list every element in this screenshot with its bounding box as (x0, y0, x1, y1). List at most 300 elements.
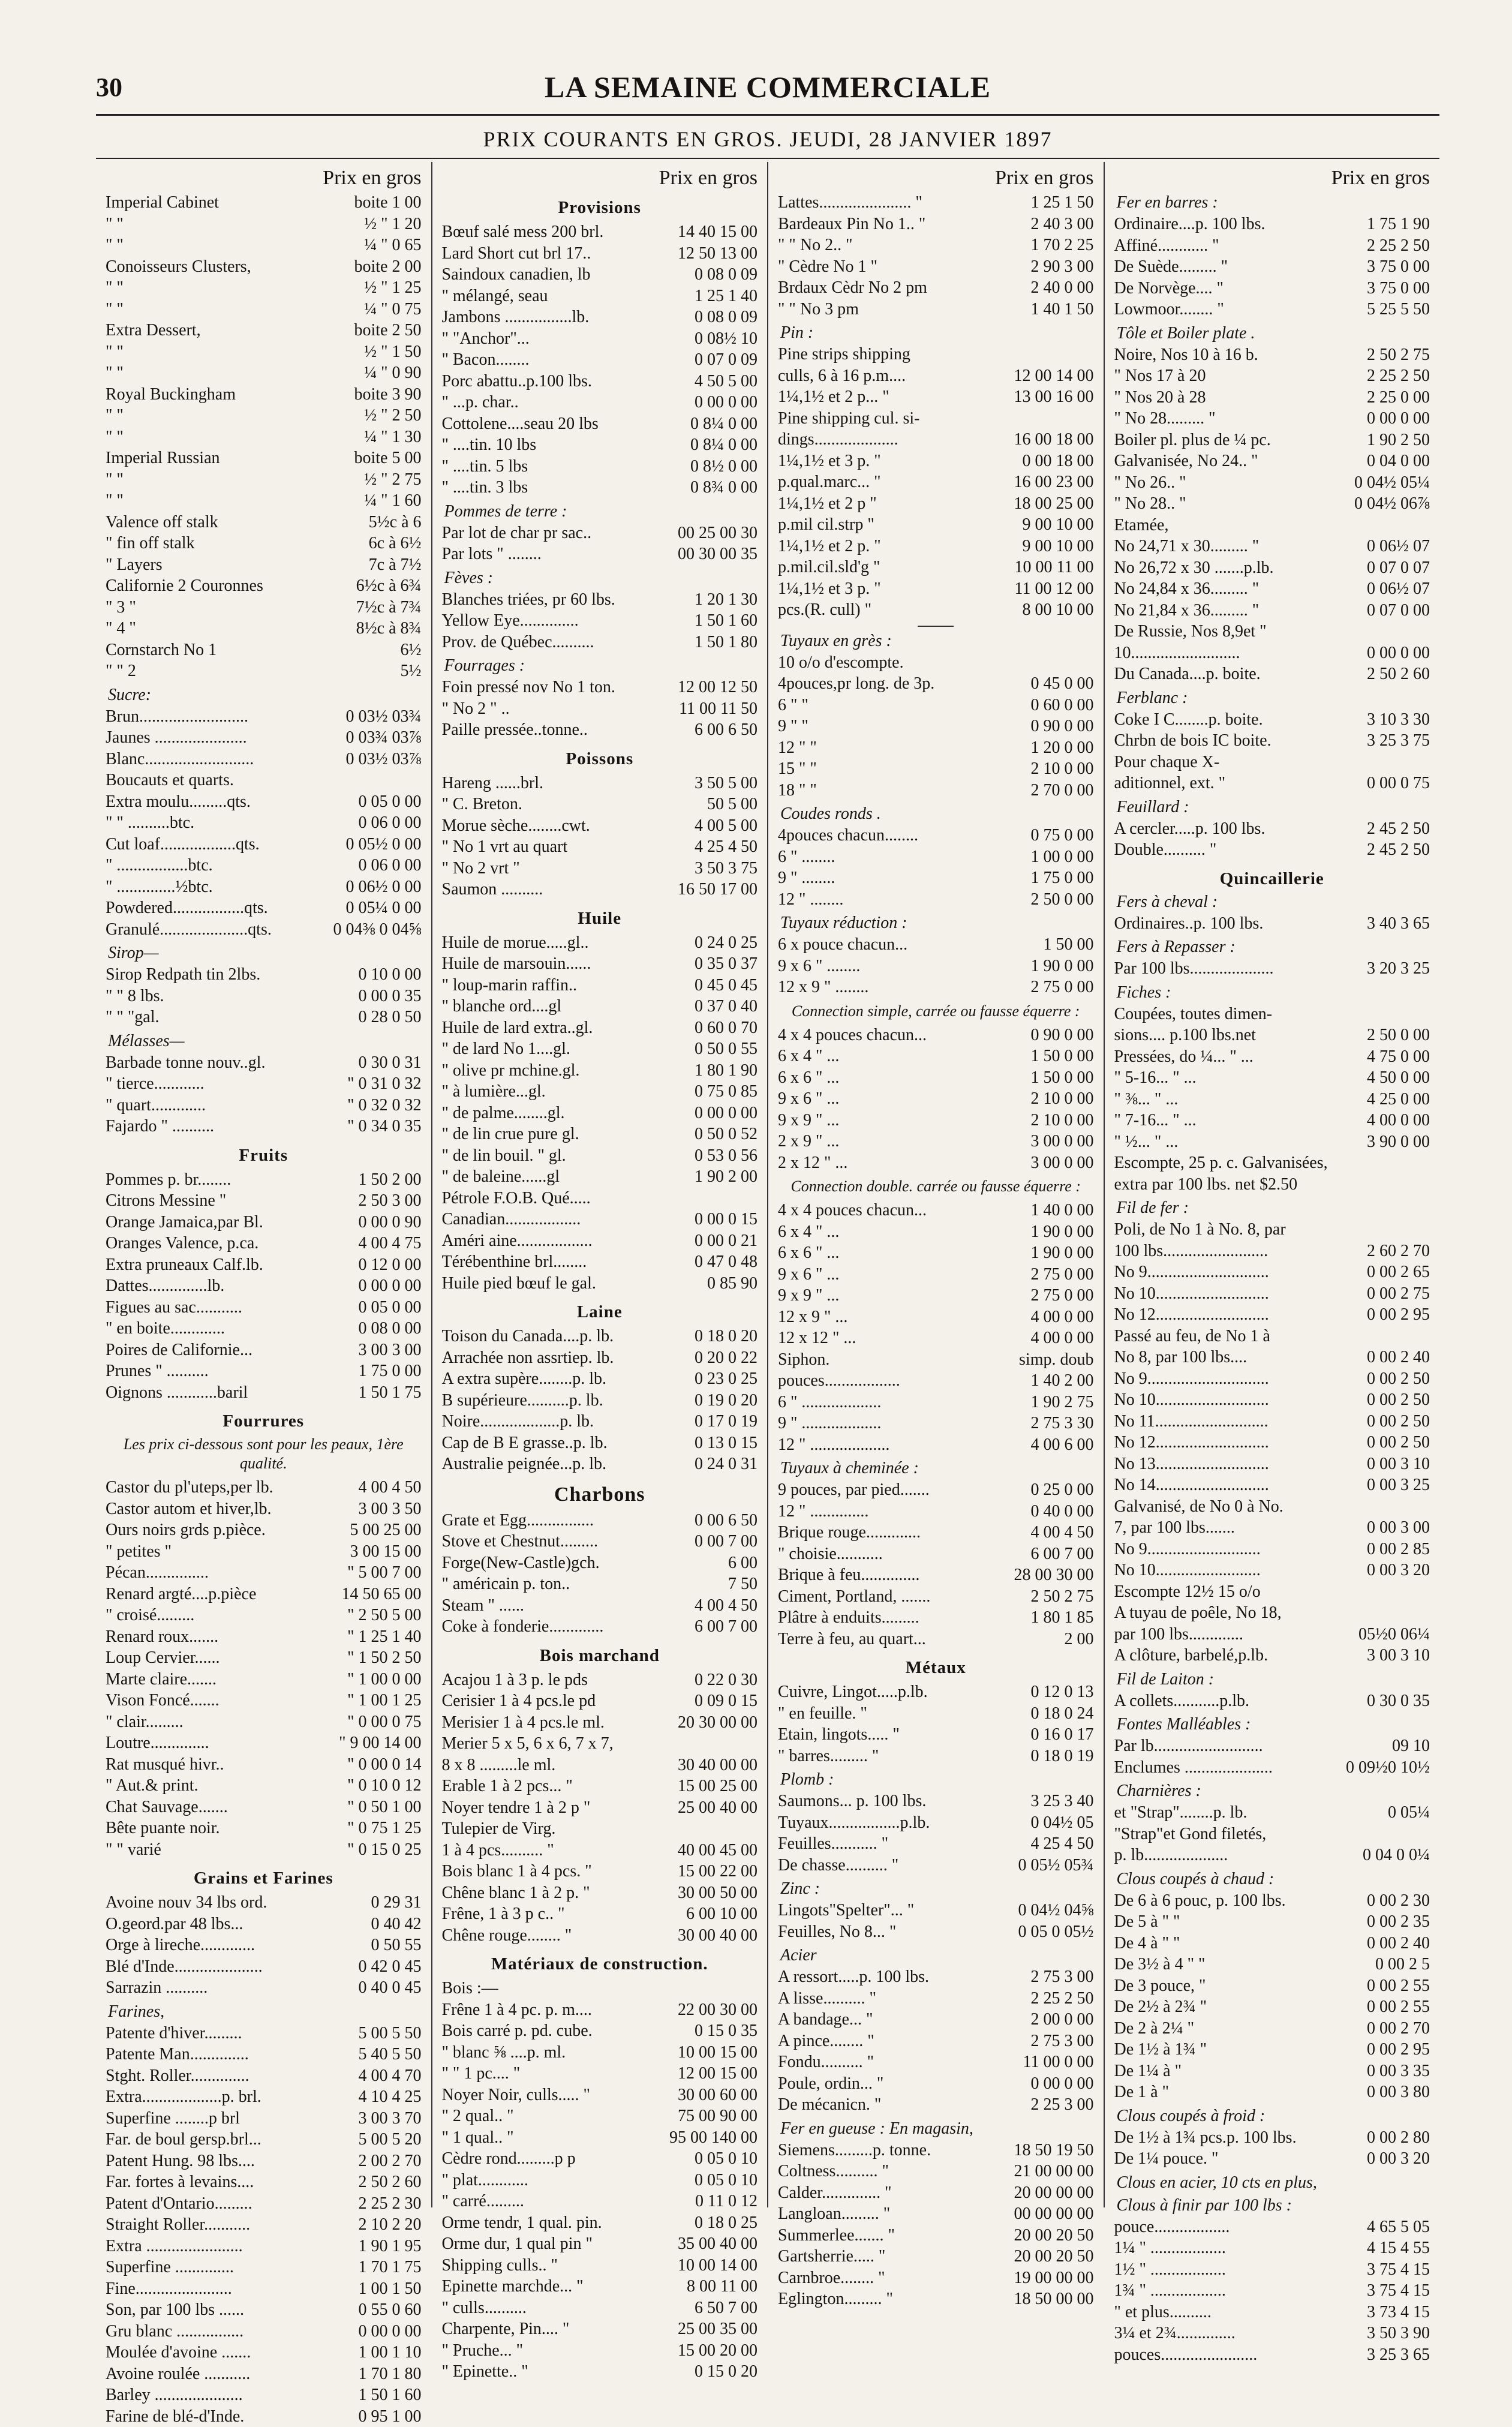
item-name: " barres......... " (778, 1746, 1026, 1767)
subsection-heading: Mélasses— (108, 1032, 422, 1051)
item-name: De Norvège.... " (1114, 278, 1363, 299)
item-name: Arrachée non assrtiep. lb. (442, 1347, 690, 1369)
item-price: 11 00 0 00 (1018, 2051, 1094, 2073)
price-row (442, 1595, 758, 1617)
price-row (1114, 256, 1430, 278)
item-name: A tuyau de poêle, No 18, (1114, 1602, 1426, 1624)
item-price: 0 00 2 55 (1362, 1996, 1430, 2018)
item-price: 0 00 2 50 (1362, 1368, 1430, 1390)
price-row (442, 698, 758, 720)
price-row (442, 1251, 758, 1273)
item-name: " " varié (106, 1839, 342, 1861)
item-price (1425, 1602, 1430, 1624)
price-row (106, 964, 422, 986)
item-price: 6½ (396, 639, 422, 661)
price-row (442, 2297, 758, 2319)
price-row (1114, 839, 1430, 861)
item-price: 0 75 0 85 (690, 1081, 757, 1103)
item-price: 1 75 1 90 (1362, 214, 1430, 235)
item-price: 1 70 1 80 (354, 2363, 422, 2385)
price-row (1114, 642, 1430, 664)
price-row (442, 1755, 758, 1776)
price-row (1114, 1025, 1430, 1046)
item-name: Pour chaque X- (1114, 752, 1426, 773)
item-price: 0 00 2 50 (1362, 1411, 1430, 1432)
item-name: De 4 à " " (1114, 1933, 1363, 1954)
item-price: 0 18 0 19 (1026, 1746, 1094, 1767)
item-name: Coke I C........p. boite. (1114, 709, 1363, 731)
item-price: simp. doub (1014, 1349, 1093, 1371)
item-price: 95 00 140 00 (665, 2127, 757, 2149)
price-row (778, 1306, 1094, 1328)
price-row (442, 2361, 758, 2383)
price-row (1114, 1368, 1430, 1390)
item-price: 0 20 0 22 (690, 1347, 757, 1369)
item-price: 0 00 2 95 (1362, 1304, 1430, 1326)
price-row (1114, 557, 1430, 579)
item-price: 15 00 22 00 (673, 1861, 757, 1882)
price-row (778, 695, 1094, 716)
item-price: 1 90 1 95 (354, 2236, 422, 2257)
price-row (442, 1347, 758, 1369)
item-price: 0 00 0 90 (354, 1212, 422, 1233)
item-name: 1 à 4 pcs.......... " (442, 1840, 674, 1861)
price-row (442, 1273, 758, 1294)
item-name: 7, par 100 lbs....... (1114, 1517, 1363, 1539)
item-price: 00 25 00 30 (673, 522, 757, 544)
item-name: Par 100 lbs.................... (1114, 958, 1363, 980)
item-name: Ciment, Portland, ....... (778, 1586, 1026, 1608)
item-name: 4pouces chacun........ (778, 825, 1026, 846)
item-price: 1 90 0 00 (1026, 1242, 1094, 1264)
price-row (778, 1046, 1094, 1067)
price-row (442, 477, 758, 498)
item-price: ¼ " 0 75 (359, 299, 421, 320)
price-row (106, 533, 422, 554)
price-row (778, 1088, 1094, 1110)
price-row (442, 794, 758, 815)
price-row (442, 1017, 758, 1039)
item-price: 0 30 0 31 (354, 1052, 422, 1074)
item-name: Escompte, 25 p. c. Galvanisées, (1114, 1152, 1426, 1174)
item-price: 0 47 0 48 (690, 1251, 757, 1273)
item-name: Castor autom et hiver,lb. (106, 1498, 354, 1520)
item-name: " Nos 17 à 20 (1114, 365, 1363, 387)
item-name: 2 x 12 " ... (778, 1152, 1026, 1174)
item-name: Boucauts et quarts. (106, 770, 417, 791)
item-name: Powdered.................qts. (106, 897, 341, 919)
item-price: 0 04½ 05¼ (1349, 472, 1430, 494)
price-row (1114, 278, 1430, 299)
price-row (106, 2342, 422, 2363)
item-name: " Pruche... " (442, 2340, 674, 2362)
item-price: 0 00 3 80 (1362, 2081, 1430, 2103)
price-row (106, 447, 422, 469)
price-row (442, 1978, 758, 1999)
item-price: 0 05¼ (1383, 1802, 1430, 1824)
item-name: Epinette marchde... " (442, 2276, 683, 2297)
item-price: 2 25 2 50 (1026, 1988, 1094, 2010)
item-price: 0 04½ 05 (1026, 1812, 1094, 1834)
item-price: ½ " 1 50 (359, 341, 421, 363)
subsection-heading: Feuillard : (1117, 798, 1430, 817)
price-row (106, 1318, 422, 1339)
subsection-heading: Clous coupés à froid : (1117, 2107, 1430, 2126)
price-row (106, 2321, 422, 2342)
item-price: 6 50 7 00 (690, 2297, 757, 2319)
item-price: 0 05 0 05½ (1014, 1921, 1094, 1943)
price-row (442, 589, 758, 611)
item-price: 0 42 0 45 (354, 1956, 422, 1978)
item-name: " en feuille. " (778, 1703, 1026, 1725)
item-name: Ours noirs grds p.pièce. (106, 1519, 345, 1541)
price-row (106, 2171, 422, 2193)
item-price: 0 40 0 00 (1026, 1501, 1094, 1522)
section-heading: Métaux (778, 1658, 1094, 1678)
item-price: 0 12 0 00 (354, 1254, 422, 1276)
item-price: 30 40 00 00 (673, 1755, 757, 1776)
item-price: 2 25 0 00 (1362, 387, 1430, 408)
item-name: Huile de marsouin...... (442, 953, 690, 975)
item-price: 0 00 2 40 (1362, 1347, 1430, 1368)
price-row (1114, 1304, 1430, 1326)
price-row (778, 1285, 1094, 1306)
item-name: No 24,71 x 30......... " (1114, 536, 1363, 557)
item-price: 0 8¼ 0 00 (686, 434, 757, 456)
item-name: " de baleine......gl (442, 1166, 690, 1188)
item-price: 2 50 3 00 (354, 1190, 422, 1212)
item-price: 14 50 65 00 (337, 1584, 422, 1605)
price-row (442, 975, 758, 996)
price-row (778, 277, 1094, 299)
item-price: 1 20 1 30 (690, 589, 757, 611)
item-price: 2 45 2 50 (1362, 839, 1430, 861)
price-row (442, 1818, 758, 1840)
price-row (1114, 2323, 1430, 2344)
subsection-heading: Clous coupés à chaud : (1117, 1870, 1430, 1889)
item-name: 10 o/o d'escompte. (778, 652, 1089, 674)
price-row (778, 1131, 1094, 1152)
price-row (778, 256, 1094, 278)
price-row (778, 977, 1094, 998)
price-row (442, 1733, 758, 1755)
price-row (442, 677, 758, 698)
item-name: No 8, par 100 lbs.... (1114, 1347, 1363, 1368)
item-price: 4 25 4 50 (1026, 1833, 1094, 1855)
item-price: 35 00 40 00 (673, 2233, 757, 2255)
price-row (1114, 1954, 1430, 1975)
price-row (1114, 1453, 1430, 1475)
item-price: 1 90 2 75 (1026, 1392, 1094, 1413)
item-name: " "Anchor"... (442, 328, 690, 350)
item-name: " de lin bouil. " gl. (442, 1145, 690, 1167)
price-row (442, 2127, 758, 2149)
item-price: 11 00 12 00 (1010, 578, 1094, 600)
section-note: Connection double. carrée ou fausse équerre : (778, 1177, 1094, 1196)
item-name: 6 x 4 " ... (778, 1221, 1026, 1243)
section-heading: Grains et Farines (106, 1869, 422, 1888)
item-name: No 13........................... (1114, 1453, 1363, 1475)
item-name: " " 8 lbs. (106, 986, 354, 1007)
price-row (778, 2094, 1094, 2116)
item-price: 0 06 0 00 (354, 855, 422, 876)
price-row (442, 307, 758, 328)
item-name: Noire, Nos 10 à 16 b. (1114, 344, 1363, 366)
price-row (778, 758, 1094, 780)
item-price: 2 75 0 00 (1026, 1264, 1094, 1285)
price-row (778, 846, 1094, 868)
item-price: 7c à 7½ (364, 554, 422, 576)
item-name: 3¼ et 2¾.............. (1114, 2323, 1363, 2344)
item-name: Imperial Russian (106, 447, 350, 469)
item-price: 15 00 25 00 (673, 1776, 757, 1797)
item-name: Coltness.......... " (778, 2161, 1009, 2182)
item-name: " " (106, 214, 359, 235)
item-name: dings.................... (778, 429, 1009, 450)
item-name: Térébenthine brl........ (442, 1251, 690, 1273)
item-name: Passé au feu, de No 1 à (1114, 1326, 1426, 1347)
item-name: Porc abattu..p.100 lbs. (442, 371, 690, 392)
price-row (106, 1073, 422, 1095)
item-name: " clair......... (106, 1711, 342, 1733)
item-name: "Strap"et Gond filetés, (1114, 1824, 1426, 1845)
price-row (106, 1212, 422, 1233)
item-price: 1 50 0 00 (1026, 1067, 1094, 1089)
item-price: 0 60 0 00 (1026, 695, 1094, 716)
price-row (106, 2086, 422, 2108)
item-price: 1 70 1 75 (354, 2257, 422, 2278)
item-price: 1 90 0 00 (1026, 956, 1094, 977)
price-row (106, 2150, 422, 2172)
price-row (778, 1703, 1094, 1725)
item-price: 0 90 0 00 (1026, 716, 1094, 737)
subsection-heading: Sirop— (108, 944, 422, 963)
price-row (1114, 1560, 1430, 1581)
price-row (1114, 1996, 1430, 2018)
price-row (778, 1152, 1094, 1174)
price-row (106, 2278, 422, 2300)
item-name: Orme tendr, 1 qual. pin. (442, 2212, 690, 2234)
price-column-4 (1105, 162, 1440, 2207)
section-heading: Bois marchand (442, 1646, 758, 1666)
price-row (778, 2140, 1094, 2161)
item-price: 0 05½ 0 00 (341, 834, 422, 855)
price-row (442, 2233, 758, 2255)
item-price: " 0 50 1 00 (342, 1797, 421, 1818)
item-price: 0 09 0 15 (690, 1690, 757, 1712)
section-heading: Fruits (106, 1146, 422, 1166)
item-price: 0 18 0 20 (690, 1326, 757, 1347)
item-price: 2 75 3 30 (1026, 1413, 1094, 1434)
section-heading: Charbons (442, 1483, 758, 1506)
price-row (106, 2044, 422, 2065)
item-name: 1½ " .................. (1114, 2259, 1363, 2281)
item-price: 0 90 0 00 (1026, 1025, 1094, 1046)
item-name: 6 " ................... (778, 1392, 1026, 1413)
item-name: No 26,72 x 30 .......p.lb. (1114, 557, 1363, 579)
item-name: Brique rouge............. (778, 1522, 1026, 1543)
item-price: 0 55 0 60 (354, 2299, 422, 2321)
price-row (106, 2065, 422, 2087)
price-row (1114, 1474, 1430, 1496)
price-row (1114, 1411, 1430, 1432)
item-price: 5 00 25 00 (345, 1519, 422, 1541)
item-price: ½ " 2 75 (359, 469, 421, 491)
item-name: " Cèdre No 1 " (778, 256, 1026, 278)
price-row (442, 2276, 758, 2297)
item-price: 1 70 2 25 (1026, 235, 1094, 256)
item-name: Coupées, toutes dimen- (1114, 1004, 1426, 1025)
item-price (1089, 408, 1094, 429)
item-price: 3 73 4 15 (1362, 2302, 1430, 2323)
price-row (778, 536, 1094, 557)
item-price: 0 07 0 07 (1362, 557, 1430, 579)
price-row (778, 1067, 1094, 1089)
item-name: " ⅜... " ... (1114, 1089, 1363, 1110)
price-row (442, 1188, 758, 1209)
item-price: 4 00 4 75 (354, 1233, 422, 1254)
item-price: 05½0 06¼ (1354, 1624, 1430, 1645)
item-price (1425, 1326, 1430, 1347)
item-name: 6 " ........ (778, 846, 1026, 868)
price-row (106, 1562, 422, 1584)
price-row (442, 349, 758, 371)
item-price: 50 5 00 (702, 794, 757, 815)
item-name: p.qual.marc... " (778, 471, 1009, 493)
item-name: Bête puante noir. (106, 1818, 342, 1839)
price-row (778, 2051, 1094, 2073)
item-price: 12 00 12 50 (673, 677, 757, 698)
price-row (442, 1882, 758, 1904)
price-row (442, 1081, 758, 1103)
price-column-1 (96, 162, 432, 2207)
item-name: De 2½ à 2¾ " (1114, 1996, 1363, 2018)
item-price: 0 00 3 10 (1362, 1453, 1430, 1475)
price-row (1114, 536, 1430, 557)
item-name: Pine shipping cul. si- (778, 408, 1089, 429)
price-row (442, 1038, 758, 1060)
item-name: sions.... p.100 lbs.net (1114, 1025, 1363, 1046)
price-row (778, 1607, 1094, 1629)
item-price: 2 40 0 00 (1026, 277, 1094, 299)
price-column-2 (432, 162, 769, 2207)
item-name: 8 x 8 .........le ml. (442, 1755, 674, 1776)
item-price: 0 40 42 (366, 1914, 422, 1935)
item-name: Chat Sauvage....... (106, 1797, 342, 1818)
item-price (1425, 1004, 1430, 1025)
item-price: boite 5 00 (350, 447, 422, 469)
item-price: 3 90 0 00 (1362, 1131, 1430, 1153)
price-row (1114, 1645, 1430, 1666)
item-price: boite 3 90 (350, 384, 422, 405)
item-name: Barbade tonne nouv..gl. (106, 1052, 354, 1074)
item-price: 8½c à 8¾ (351, 618, 422, 639)
subsection-heading: Fèves : (444, 569, 758, 588)
item-price: 15 00 20 00 (673, 2340, 757, 2362)
item-price: 1 25 1 50 (1026, 192, 1094, 214)
price-row (442, 1103, 758, 1124)
price-row (778, 2161, 1094, 2182)
item-price (753, 1978, 757, 1999)
subsection-heading: Fiches : (1117, 983, 1430, 1002)
item-name: Farine de blé-d'Inde. (106, 2406, 354, 2427)
price-row (778, 1921, 1094, 1943)
item-price: 40 00 45 00 (673, 1840, 757, 1861)
item-price: 0 00 3 00 (1362, 1517, 1430, 1539)
item-price: 0 04 0 0¼ (1358, 1845, 1430, 1866)
item-price: 0 12 0 13 (1026, 1681, 1094, 1703)
item-name: Noyer Noir, culls..... " (442, 2084, 674, 2106)
item-price: 4 00 4 50 (690, 1595, 757, 1617)
item-price: 0 00 2 5 (1370, 1954, 1430, 1975)
item-price: 0 28 0 50 (354, 1007, 422, 1028)
item-price: 1 25 1 40 (690, 286, 757, 307)
price-row (442, 1411, 758, 1432)
item-name: A clôture, barbelé,p.lb. (1114, 1645, 1363, 1666)
item-name: Grate et Egg................ (442, 1510, 690, 1531)
item-price: 3 75 0 00 (1362, 278, 1430, 299)
price-row (106, 1116, 422, 1137)
item-price: 2 00 2 70 (354, 2150, 422, 2172)
item-name: p.mil cil.strp " (778, 514, 1018, 536)
item-price (1089, 344, 1094, 365)
item-price: 0 24 0 25 (690, 932, 757, 954)
price-row (1114, 1089, 1430, 1110)
item-name: Huile de lard extra..gl. (442, 1017, 690, 1039)
item-name: 9 " ................... (778, 1413, 1026, 1434)
price-row (778, 471, 1094, 493)
item-name: Dattes..............lb. (106, 1275, 354, 1297)
price-row (1114, 773, 1430, 794)
item-price: 2 50 2 75 (1026, 1586, 1094, 1608)
item-price: 1 90 0 00 (1026, 1221, 1094, 1243)
item-price: 0 00 0 00 (1026, 2073, 1094, 2095)
price-row (1114, 1824, 1430, 1845)
price-row (106, 1754, 422, 1776)
price-row (106, 1169, 422, 1191)
item-price: 5 00 5 50 (354, 2023, 422, 2044)
price-row (442, 522, 758, 544)
price-row (778, 429, 1094, 450)
item-price: " 0 75 1 25 (342, 1818, 421, 1839)
price-row (778, 2073, 1094, 2095)
price-row (106, 986, 422, 1007)
price-row (778, 299, 1094, 320)
item-price: 1 90 2 50 (1362, 429, 1430, 451)
price-row (442, 953, 758, 975)
price-row (106, 2129, 422, 2150)
price-row (442, 328, 758, 350)
item-price: 25 00 35 00 (673, 2318, 757, 2340)
item-name: " mélangé, seau (442, 286, 690, 307)
item-name: Siemens.........p. tonne. (778, 2140, 1009, 2161)
price-row (1114, 214, 1430, 235)
price-row (778, 1724, 1094, 1746)
item-price: 3 00 15 00 (345, 1541, 422, 1563)
price-row (106, 1977, 422, 1999)
price-row (778, 1110, 1094, 1131)
price-row (778, 450, 1094, 472)
price-row (442, 2170, 758, 2191)
item-name: " 4 " (106, 618, 351, 639)
item-name: Pétrole F.O.B. Qué..... (442, 1188, 753, 1209)
price-row (778, 557, 1094, 578)
price-row (106, 1275, 422, 1297)
item-name: No 12........................... (1114, 1432, 1363, 1453)
price-row (442, 1797, 758, 1819)
subsection-heading: Tuyaux en grès : (780, 632, 1094, 651)
price-row (442, 2318, 758, 2340)
